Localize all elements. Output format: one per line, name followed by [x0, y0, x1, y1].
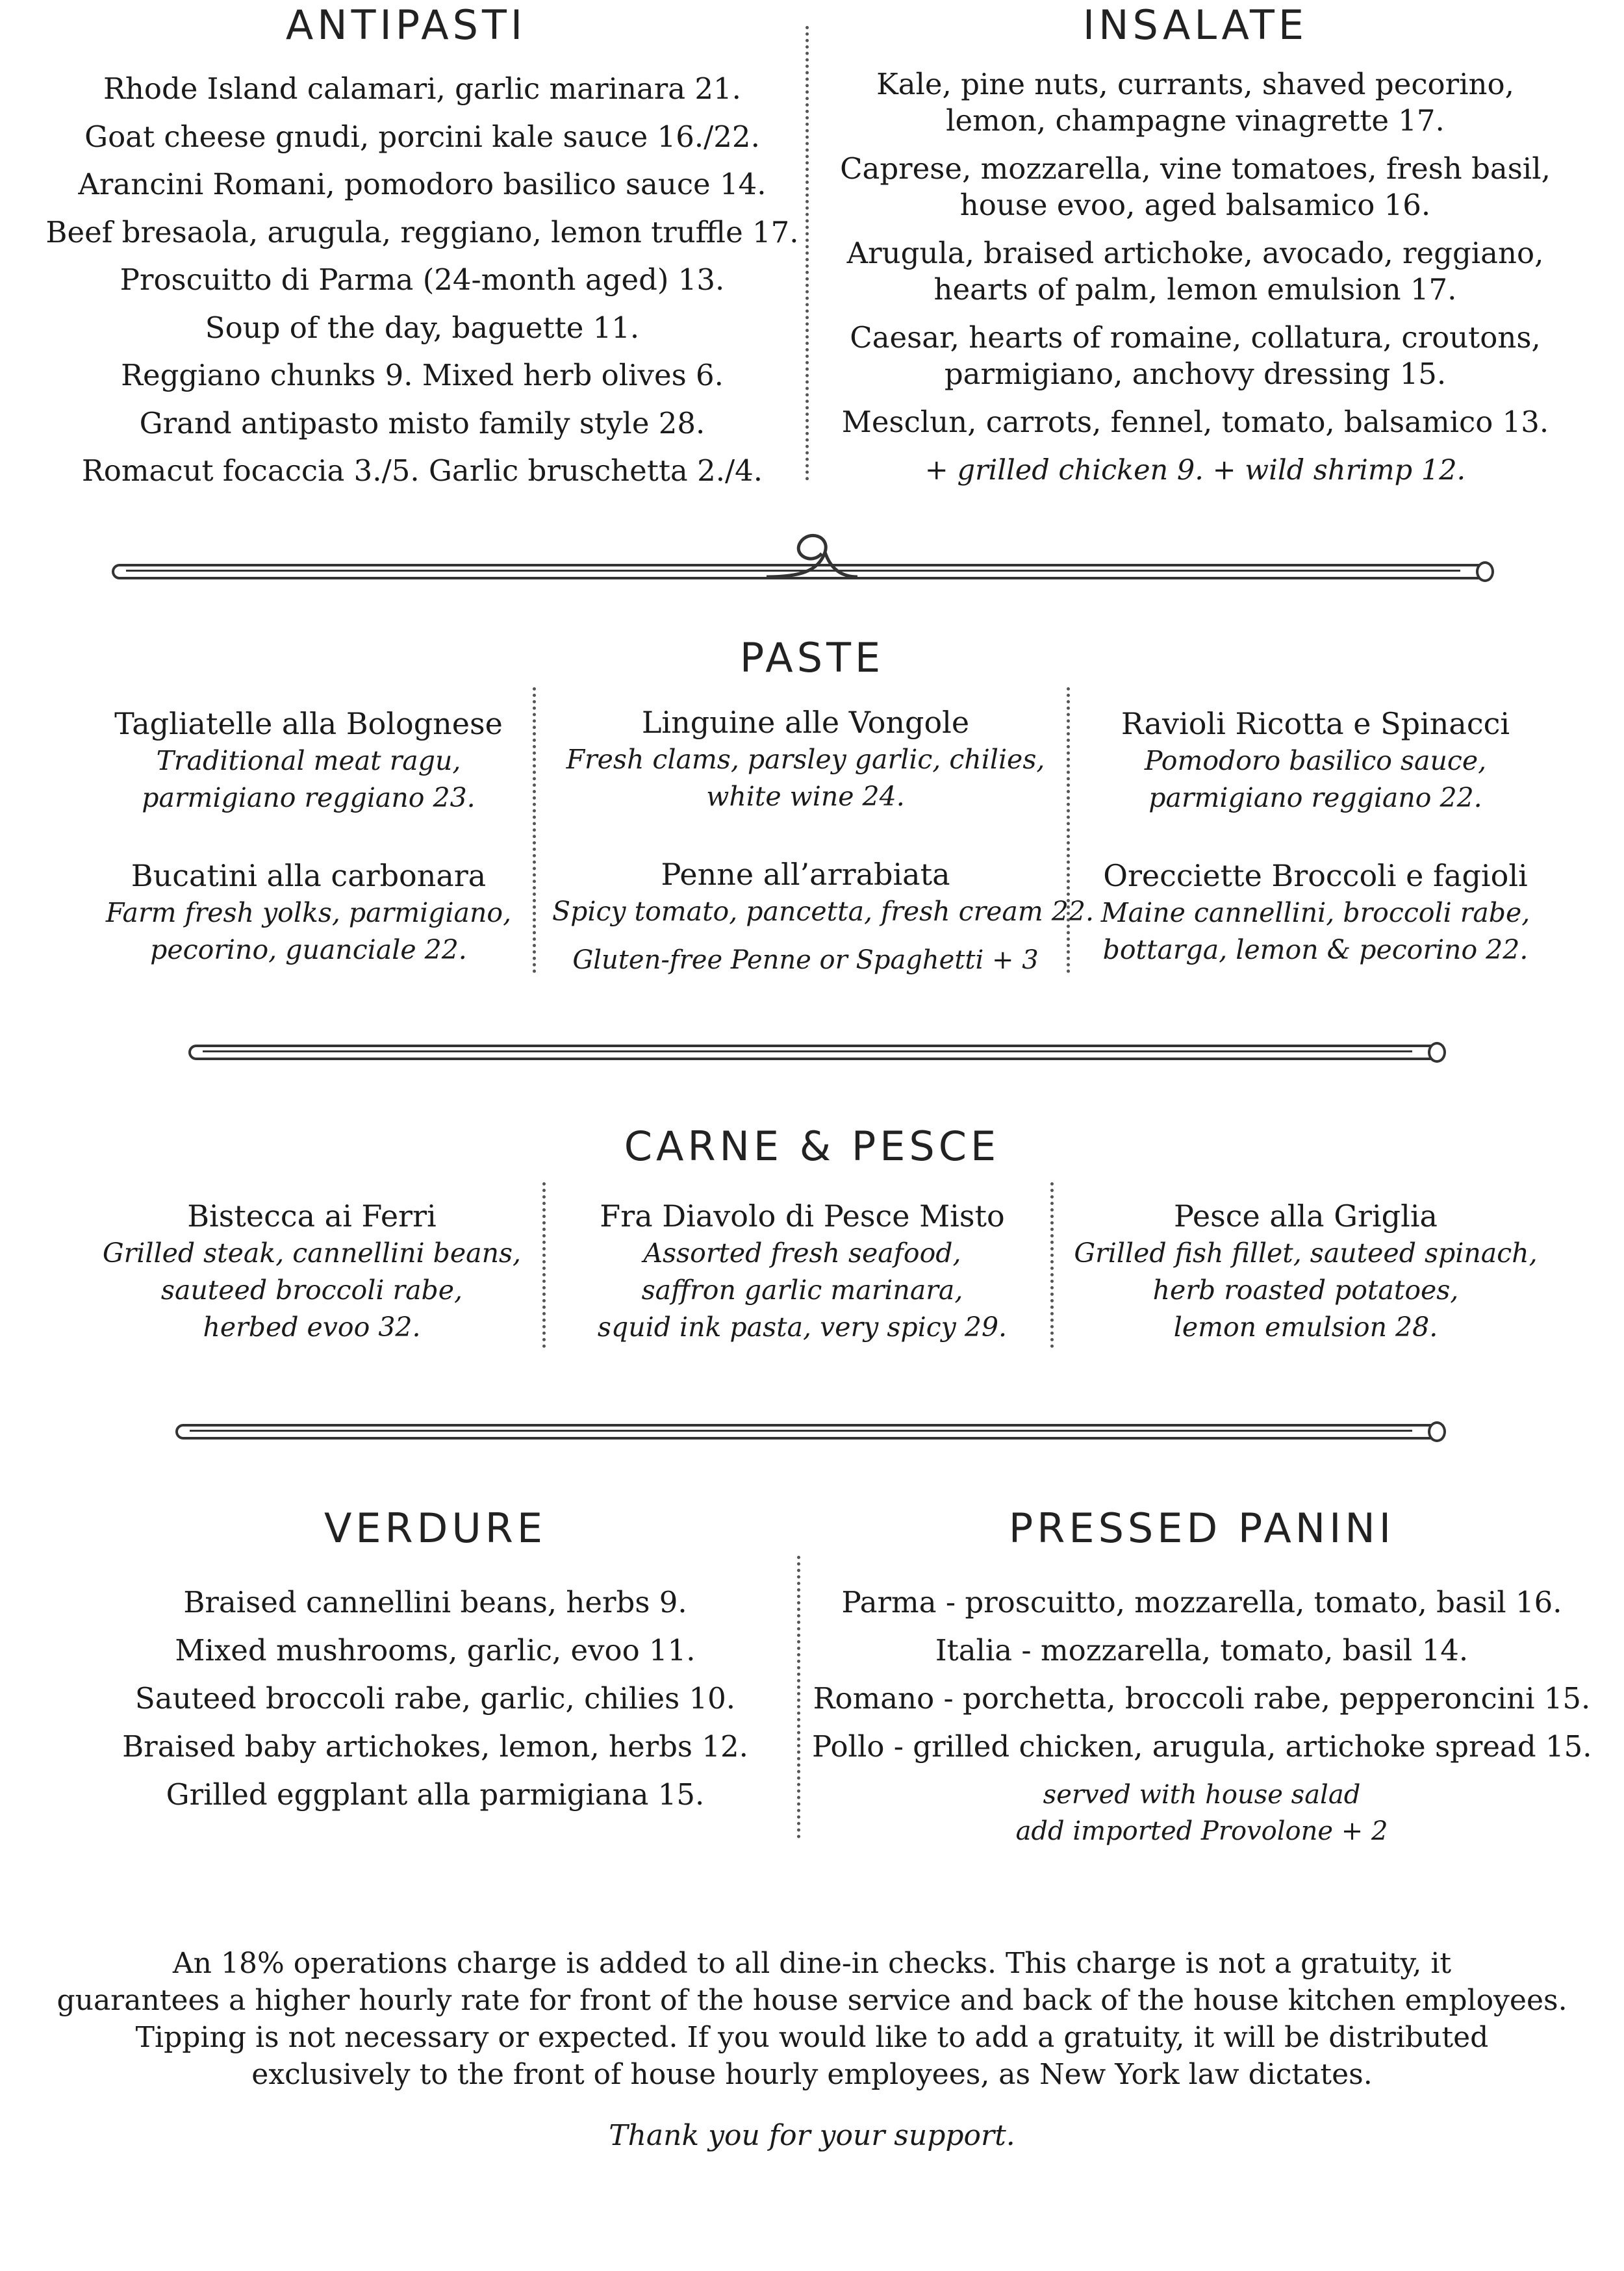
dish-desc: pecorino, guanciale 22. — [150, 934, 467, 965]
insalate-addons: + grilled chicken 9. + wild shrimp 12. — [924, 454, 1466, 487]
divider-dotted — [542, 1182, 546, 1348]
divider-rod — [188, 1045, 1441, 1060]
list-item: Proscuitto di Parma (24-month aged) 13. — [120, 262, 725, 297]
dish-desc: parmigiano reggiano 22. — [1148, 782, 1482, 813]
dish-desc: Grilled steak, cannellini beans, — [102, 1237, 522, 1269]
dish-name: Fra Diavolo di Pesce Misto — [600, 1199, 1005, 1234]
menu-item — [1072, 857, 1559, 969]
operations-charge-notice — [0, 1945, 1624, 2093]
dish-name: Ravioli Ricotta e Spinacci — [1121, 706, 1510, 741]
paste-title: PASTE — [739, 634, 885, 681]
panini-note: add imported Provolone + 2 — [1015, 1816, 1388, 1846]
verdure-list — [0, 1579, 870, 1819]
dish-name: Orecciette Broccoli e fagioli — [1103, 858, 1528, 893]
carne-col-1 — [78, 1197, 546, 1346]
divider-dotted — [533, 687, 536, 973]
list-item: Braised cannellini beans, herbs 9. — [183, 1585, 687, 1619]
list-item: Rhode Island calamari, garlic marinara 21. — [103, 71, 741, 106]
menu-item — [552, 704, 1059, 815]
insalate-list — [815, 66, 1575, 488]
panini-notes — [812, 1777, 1592, 1849]
divider-dotted — [797, 1556, 800, 1838]
menu-item — [65, 705, 552, 817]
flourish-ornament — [754, 513, 864, 591]
list-item: Goat cheese gnudi, porcini kale sauce 16./22. — [84, 119, 760, 154]
paste-col-2 — [552, 704, 1094, 978]
carne-col-3 — [1059, 1197, 1553, 1346]
list-item: Braised baby artichokes, lemon, herbs 12. — [122, 1729, 748, 1764]
footer-line: exclusively to the front of house hourly employees, as New York law dictates. — [251, 2058, 1373, 2091]
footer-line: An 18% operations charge is added to all dine-in checks. This charge is not a gratuity, it — [172, 1947, 1452, 1980]
panini-list — [812, 1579, 1592, 1771]
menu-item — [1072, 705, 1559, 817]
dish-desc: lemon emulsion 28. — [1173, 1312, 1438, 1343]
paste-col-3 — [1072, 705, 1559, 1009]
dish-name: Tagliatelle alla Bolognese — [114, 706, 503, 741]
list-item: parmigiano, anchovy dressing 15. — [944, 357, 1447, 391]
panini-note: served with house salad — [1043, 1780, 1361, 1810]
dish-desc: squid ink pasta, very spicy 29. — [597, 1312, 1008, 1343]
carne-col-2 — [552, 1197, 1052, 1346]
thank-you-note: Thank you for your support. — [609, 2119, 1015, 2152]
dish-desc: parmigiano reggiano 23. — [142, 782, 476, 813]
list-item: Beef bresaola, arugula, reggiano, lemon truffle 17. — [45, 214, 799, 249]
list-item: Mesclun, carrots, fennel, tomato, balsamico 13. — [841, 405, 1549, 439]
list-item: Soup of the day, baguette 11. — [205, 310, 640, 345]
dish-name: Bucatini alla carbonara — [131, 858, 487, 893]
verdure-title: VERDURE — [324, 1504, 547, 1552]
dish-desc: Spicy tomato, pancetta, fresh cream 22. — [552, 896, 1094, 927]
list-item: Mixed mushrooms, garlic, evoo 11. — [175, 1633, 696, 1668]
list-item: Arugula, braised artichoke, avocado, reggiano, — [846, 236, 1544, 270]
menu-item — [552, 856, 1094, 930]
panini-title: PRESSED PANINI — [1008, 1504, 1395, 1552]
list-item: Italia - mozzarella, tomato, basil 14. — [935, 1633, 1469, 1668]
list-item: Kale, pine nuts, currants, shaved pecorino, — [876, 67, 1514, 101]
list-item: Reggiano chunks 9. Mixed herb olives 6. — [121, 358, 724, 392]
list-item: Parma - proscuitto, mozzarella, tomato, basil 16. — [841, 1585, 1562, 1619]
list-item: Grilled eggplant alla parmigiana 15. — [166, 1777, 705, 1812]
gluten-free-note: Gluten-free Penne or Spaghetti + 3 — [572, 945, 1039, 975]
dish-desc: sauteed broccoli rabe, — [160, 1275, 463, 1306]
antipasti-list — [0, 65, 844, 495]
dish-desc: Farm fresh yolks, parmigiano, — [105, 897, 512, 928]
list-item: Sauteed broccoli rabe, garlic, chilies 10. — [134, 1681, 736, 1716]
list-item: house evoo, aged balsamico 16. — [959, 188, 1431, 222]
dish-name: Penne all’arrabiata — [661, 857, 950, 892]
dish-name: Pesce alla Griglia — [1174, 1199, 1438, 1234]
list-item: Grand antipasto misto family style 28. — [139, 405, 705, 440]
list-item: Pollo - grilled chicken, arugula, artichoke spread 15. — [812, 1729, 1592, 1764]
dish-desc: saffron garlic marinara, — [641, 1275, 963, 1306]
dish-desc: white wine 24. — [706, 781, 905, 812]
list-item: Caesar, hearts of romaine, collatura, croutons, — [850, 320, 1541, 355]
dish-desc: herb roasted potatoes, — [1152, 1275, 1459, 1306]
menu-item — [65, 857, 552, 969]
dish-name: Linguine alle Vongole — [641, 705, 970, 740]
dish-name: Bistecca ai Ferri — [187, 1199, 437, 1234]
list-item: Caprese, mozzarella, vine tomatoes, fresh basil, — [840, 151, 1551, 186]
list-item: Arancini Romani, pomodoro basilico sauce 14. — [78, 167, 767, 201]
footer-line: Tipping is not necessary or expected. If you would like to add a gratuity, it will be distributed — [135, 2021, 1489, 2054]
carne-pesce-title: CARNE & PESCE — [624, 1123, 1000, 1170]
divider-dotted — [1050, 1182, 1054, 1348]
dish-desc: Fresh clams, parsley garlic, chilies, — [566, 744, 1045, 775]
dish-desc: Maine cannellini, broccoli rabe, — [1100, 897, 1530, 928]
list-item: Romano - porchetta, broccoli rabe, pepperoncini 15. — [813, 1681, 1591, 1716]
divider-dotted — [806, 26, 809, 481]
list-item: hearts of palm, lemon emulsion 17. — [933, 272, 1457, 307]
paste-col-1 — [65, 705, 552, 1009]
dish-desc: Assorted fresh seafood, — [643, 1237, 961, 1269]
list-item: Romacut focaccia 3./5. Garlic bruschetta 2./4. — [81, 453, 763, 488]
antipasti-title: ANTIPASTI — [285, 1, 527, 49]
dish-desc: bottarga, lemon & pecorino 22. — [1102, 934, 1529, 965]
insalate-title: INSALATE — [1082, 1, 1308, 49]
dish-desc: Traditional meat ragu, — [156, 745, 461, 776]
dish-desc: herbed evoo 32. — [203, 1312, 421, 1343]
footer-line: guarantees a higher hourly rate for front of the house service and back of the house kitchen employees. — [57, 1984, 1567, 2017]
divider-dotted — [1067, 687, 1070, 973]
divider-rod — [175, 1424, 1441, 1440]
list-item: lemon, champagne vinagrette 17. — [946, 103, 1445, 138]
dish-desc: Pomodoro basilico sauce, — [1144, 745, 1487, 776]
dish-desc: Grilled fish fillet, sauteed spinach, — [1074, 1237, 1538, 1269]
